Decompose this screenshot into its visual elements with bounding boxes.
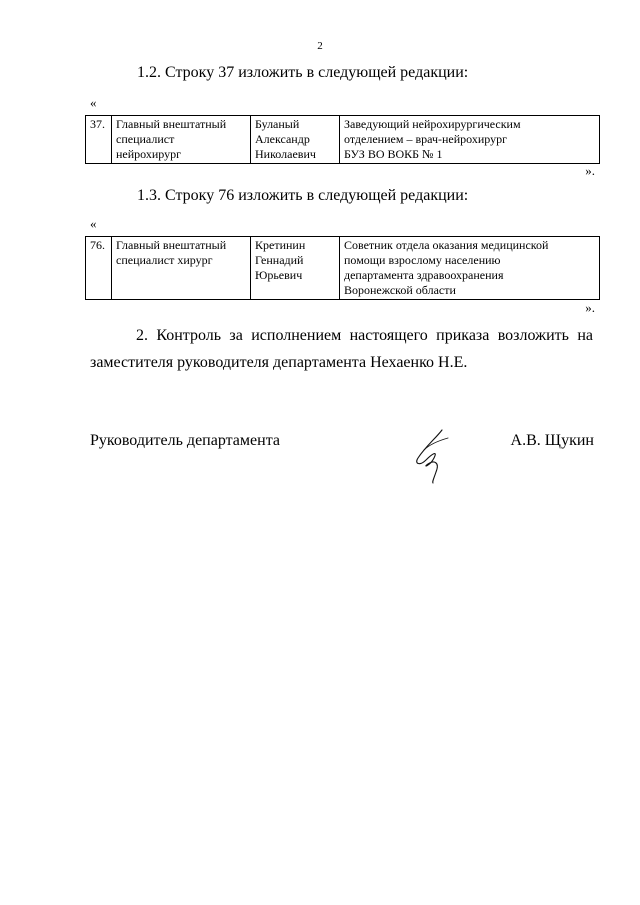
open-quote: «: [90, 216, 97, 231]
row-37-table: [85, 115, 600, 164]
person-name-cell: Буланый Александр Николаевич: [251, 116, 340, 164]
table-row: [86, 237, 600, 300]
position-cell: Главный внештатный специалист хирург: [112, 237, 251, 300]
paragraph-2: [90, 322, 593, 376]
signatory-name: А.В. Щукин: [510, 432, 594, 449]
table-row: [86, 116, 600, 164]
open-quote: «: [90, 95, 97, 110]
signatory-title: Руководитель департамента: [90, 432, 280, 449]
close-quote: ».: [585, 300, 595, 315]
section-1-2-heading: 1.2. Строку 37 изложить в следующей редакции:: [137, 64, 469, 81]
handwritten-signature: [412, 428, 456, 484]
person-name-cell: Кретинин Геннадий Юрьевич: [251, 237, 340, 300]
position-cell: Главный внештатный специалист нейрохирург: [112, 116, 251, 164]
workplace-cell: Советник отдела оказания медицинской помощи взрослому населению департамента здравоохранения Воронежской области: [340, 237, 600, 300]
section-1-3-heading: 1.3. Строку 76 изложить в следующей редакции:: [137, 187, 469, 204]
row-76-table: [85, 236, 600, 300]
workplace-cell: Заведующий нейрохирургическим отделением – врач-нейрохирург БУЗ ВО ВОКБ № 1: [340, 116, 600, 164]
paragraph-2-text: 2. Контроль за исполнением настоящего приказа возложить на заместителя руководителя департамента Нехаенко Н.Е.: [90, 327, 593, 371]
page-number: 2: [317, 40, 323, 52]
row-number-cell: 37.: [86, 116, 112, 164]
row-number-cell: 76.: [86, 237, 112, 300]
close-quote: ».: [585, 163, 595, 178]
